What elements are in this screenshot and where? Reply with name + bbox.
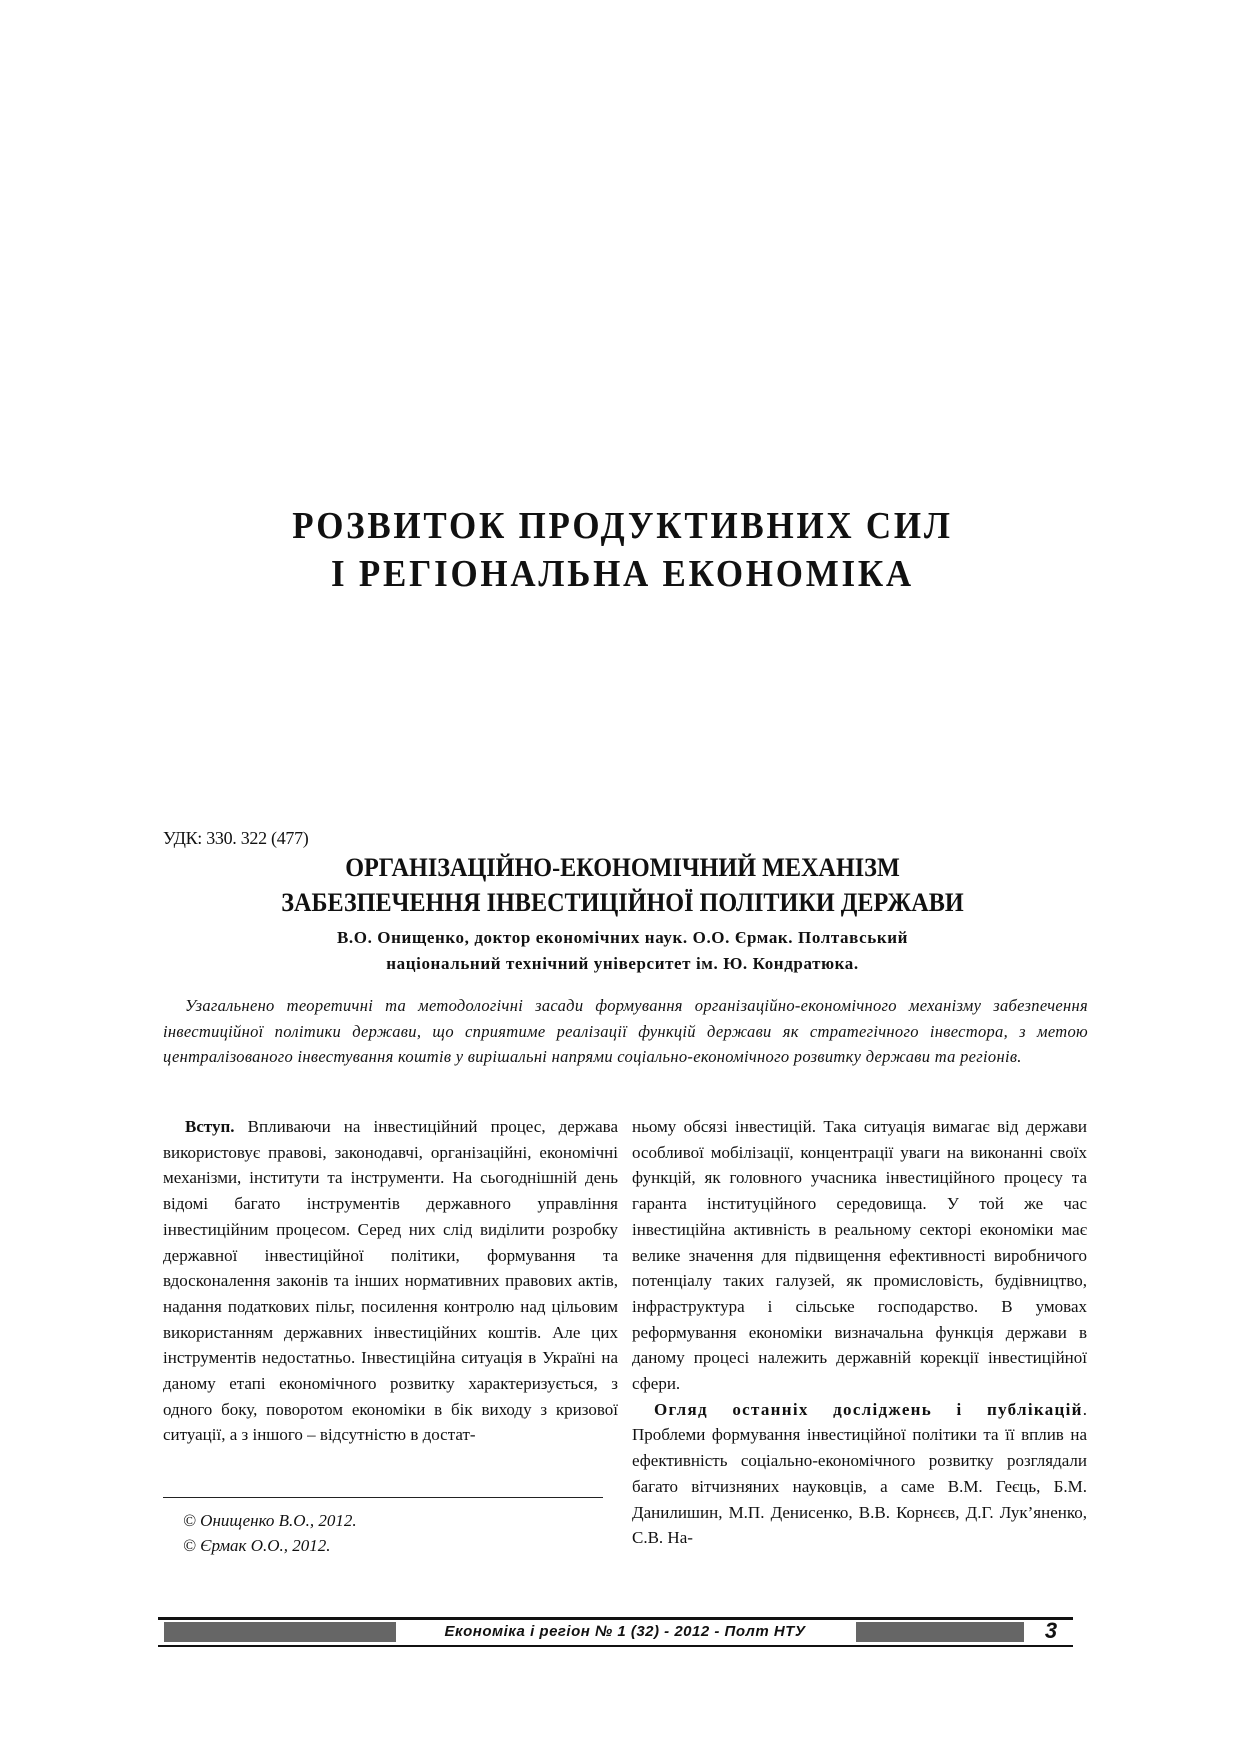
- authors-line-1: В.О. Онищенко, доктор економічних наук. О.О. Єрмак. Полтавський: [336, 928, 909, 947]
- section-title-line-1: РОЗВИТОК ПРОДУКТИВНИХ СИЛ: [292, 505, 953, 547]
- article-title-line-1: ОРГАНІЗАЦІЙНО-ЕКОНОМІЧНИЙ МЕХАНІЗМ: [345, 853, 900, 882]
- article-title-line-2: ЗАБЕЗПЕЧЕННЯ ІНВЕСТИЦІЙНОЇ ПОЛІТИКИ ДЕРЖАВИ: [281, 888, 964, 917]
- review-heading: Огляд останніх досліджень і публікацій: [654, 1399, 1083, 1419]
- footer-rule-top: [158, 1617, 1073, 1620]
- footnote-2: © Єрмак О.О., 2012.: [183, 1536, 331, 1555]
- section-title: [50, 502, 1195, 598]
- body-column-left: [163, 1114, 618, 1448]
- review-paragraph: [632, 1397, 1087, 1551]
- copyright-footnotes: [183, 1508, 357, 1558]
- footer-bar-right: [856, 1622, 1024, 1642]
- footer-rule-bottom: [158, 1645, 1073, 1647]
- authors-affiliation: [160, 925, 1085, 977]
- body-column-right: [632, 1114, 1087, 1551]
- abstract: [163, 993, 1088, 1070]
- abstract-text: Узагальнено теоретичні та методологічні засади формування організаційно-економічного механізму забезпечення інвестиційної політики держави, що сприятиме реалізації функцій держави як стратегічного інвестора, з метою централізованого інвестування коштів у вирішальні напрями соціально-економічного розвитку держави та регіонів.: [163, 996, 1088, 1066]
- article-title: [192, 850, 1052, 920]
- udk-code: УДК: 330. 322 (477): [163, 828, 309, 848]
- footnote-1: © Онищенко В.О., 2012.: [183, 1511, 357, 1530]
- footer-bar-left: [164, 1622, 396, 1642]
- intro-continuation: ньому обсязі інвестицій. Така ситуація вимагає від держави особливої мобілізації, концентрації уваги на виконанні своїх функцій, як головного учасника інвестиційного процесу та гаранта інституційного середовища. У той же час інвестиційна активність в реальному секторі економіки має велике значення для підвищення ефективності виробничого потенціалу таких галузей, як промисловість, будівництво, інфраструктура і сільське господарство. В умовах реформування економіки визначальна функція держави в даному процесі належить державній корекції інвестиційної сфери.: [632, 1117, 1087, 1394]
- intro-heading: Вступ.: [185, 1117, 235, 1136]
- page-number: 3: [1044, 1618, 1058, 1643]
- section-title-line-2: І РЕГІОНАЛЬНА ЕКОНОМІКА: [331, 553, 914, 595]
- footnote-divider: [163, 1497, 603, 1498]
- authors-line-2: національний технічний університет ім. Ю. Кондратюка.: [386, 954, 859, 973]
- footer-journal-name: Економіка і регіон № 1 (32) - 2012 - Полт НТУ: [444, 1623, 806, 1640]
- intro-text: Впливаючи на інвестиційний процес, держава використовує правові, законодавчі, організаційні, економічні механізми, інститути та інструменти. На сьогоднішній день відомі багато інструментів державного управління інвестиційним процесом. Серед них слід виділити розробку державної інвестиційної політики, формування та вдосконалення законів та інших нормативних правових актів, надання податкових пільг, посилення контролю над цільовим використанням державних інвестиційних коштів. Але цих інструментів недостатньо. Інвестиційна ситуація в Україні на даному етапі економічного розвитку характеризується, з одного боку, поворотом економіки в бік виходу з кризової ситуації, а з іншого – відсутністю в достат-: [163, 1117, 618, 1445]
- intro-paragraph: [163, 1114, 618, 1448]
- review-text: . Проблеми формування інвестиційної політики та її вплив на ефективність соціально-економічного розвитку розглядали багато вітчизняних науковців, а саме В.М. Геєць, Б.М. Данилишин, М.П. Денисенко, В.В. Корнєєв, Д.Г. Лук’яненко, С.В. На-: [632, 1399, 1087, 1548]
